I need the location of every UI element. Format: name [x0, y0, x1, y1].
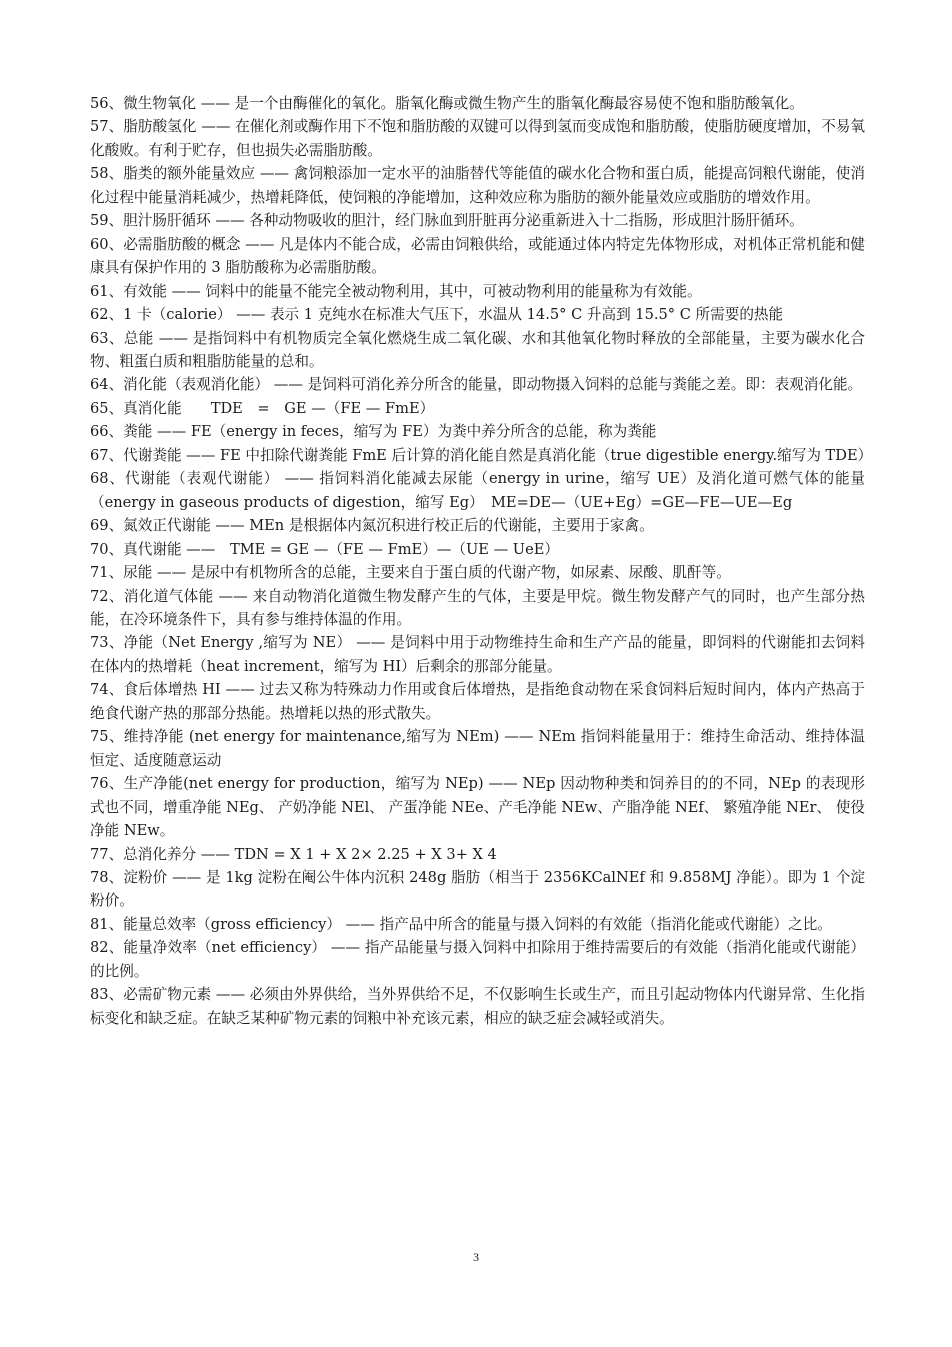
paragraph-74: 74、食后体增热 HI —— 过去又称为特殊动力作用或食后体增热，是指绝食动物在采食饲料后短时间内，体内产热高于绝食代谢产热的那部分热能。热增耗以热的形式散失。 — [90, 681, 865, 722]
paragraph-78: 78、淀粉价 —— 是 1kg 淀粉在阉公牛体内沉积 248g 脂肪（相当于 2356KCalNEf 和 9.858MJ 净能）。即为 1 个淀粉价。 — [90, 868, 865, 910]
paragraph-71: 71、尿能 —— 是尿中有机物所含的总能，主要来自于蛋白质的代谢产物，如尿素、尿酸、肌酐等。 — [90, 564, 731, 582]
paragraph-77: 77、总消化养分 —— TDN = X 1 + X 2× 2.25 + X 3+ X 4 — [90, 845, 497, 863]
paragraph-73: 73、净能（Net Energy ,缩写为 NE） —— 是饲料中用于动物维持生命和生产产品的能量，即饲料的代谢能扣去饲料在体内的热增耗（heat increment，缩写为 HI）后剩余的那部分能量。 — [90, 634, 865, 675]
paragraph-59: 59、胆汁肠肝循环 —— 各种动物吸收的胆汁，经门脉血到肝脏再分泌重新进入十二指肠，形成胆汁肠肝循环。 — [90, 212, 804, 230]
paragraph-58: 58、脂类的额外能量效应 —— 禽饲粮添加一定水平的油脂替代等能值的碳水化合物和蛋白质，能提高饲粮代谢能，使消化过程中能量消耗减少，热增耗降低，使饲粮的净能增加，这种效应称为脂肪的额外能量效应或脂肪的增效作用。 — [90, 165, 865, 206]
paragraph-81: 81、能量总效率（gross efficiency） —— 指产品中所含的能量与摄入饲料的有效能（指消化能或代谢能）之比。 — [90, 915, 832, 933]
page-number: 3 — [473, 1250, 479, 1264]
paragraph-63: 63、总能 —— 是指饲料中有机物质完全氧化燃烧生成二氧化碳、水和其他氧化物时释放的全部能量，主要为碳水化合物、粗蛋白质和粗脂肪能量的总和。 — [90, 329, 865, 370]
paragraph-62: 62、1 卡（calorie） —— 表示 1 克纯水在标准大气压下，水温从 14.5° C 升高到 15.5° C 所需要的热能 — [90, 306, 784, 324]
paragraph-70: 70、真代谢能 —— TME = GE —（FE — FmE）—（UE — UeE） — [90, 540, 559, 558]
page-body — [90, 92, 873, 1030]
paragraph-64: 64、消化能（表观消化能） —— 是饲料可消化养分所含的能量，即动物摄入饲料的总能与粪能之差。即：表观消化能。 — [90, 376, 863, 394]
paragraph-82: 82、能量净效率（net efficiency） —— 指产品能量与摄入饲料中扣除用于维持需要后的有效能（指消化能或代谢能）的比例。 — [90, 939, 865, 980]
paragraph-69: 69、氮效正代谢能 —— MEn 是根据体内氮沉积进行校正后的代谢能，主要用于家禽。 — [90, 517, 654, 535]
paragraph-75: 75、维持净能 (net energy for maintenance,缩写为 NEm) —— NEm 指饲料能量用于：维持生命活动、维持体温恒定、适度随意运动 — [90, 728, 865, 769]
paragraph-67: 67、代谢粪能 —— FE 中扣除代谢粪能 FmE 后计算的消化能自然是真消化能（true digestible energy.缩写为 TDE） — [90, 446, 873, 464]
paragraph-83: 83、必需矿物元素 —— 必须由外界供给，当外界供给不足，不仅影响生长或生产，而且引起动物体内代谢异常、生化指标变化和缺乏症。在缺乏某种矿物元素的饲粮中补充该元素，相应的缺乏症会减轻或消失。 — [90, 986, 865, 1027]
paragraph-57: 57、脂肪酸氢化 —— 在催化剂或酶作用下不饱和脂肪酸的双键可以得到氢而变成饱和脂肪酸，使脂肪硬度增加，不易氧化酸败。有利于贮存，但也损失必需脂肪酸。 — [90, 118, 865, 159]
paragraph-66: 66、粪能 —— FE（energy in feces，缩写为 FE）为粪中养分所含的总能，称为粪能 — [90, 423, 657, 441]
paragraph-72: 72、消化道气体能 —— 来自动物消化道微生物发酵产生的气体，主要是甲烷。微生物发酵产气的同时，也产生部分热能，在冷环境条件下，具有参与维持体温的作用。 — [90, 587, 865, 628]
paragraph-65: 65、真消化能 TDE = GE —（FE — FmE） — [90, 399, 435, 417]
paragraph-76: 76、生产净能(net energy for production，缩写为 NEp) —— NEp 因动物种类和饲养目的的不同，NEp 的表现形式也不同，增重净能 NEg、 产奶净能 NEl、 产蛋净能 NEe、产毛净能 NEw、产脂净能 NEf、 繁殖净能 NEr、 使役净能 NEw。 — [90, 775, 865, 840]
paragraph-60: 60、必需脂肪酸的概念 —— 凡是体内不能合成，必需由饲粮供给，或能通过体内特定先体物形成，对机体正常机能和健康具有保护作用的 3 脂肪酸称为必需脂肪酸。 — [90, 235, 865, 277]
paragraph-61: 61、有效能 —— 饲料中的能量不能完全被动物利用，其中，可被动物利用的能量称为有效能。 — [90, 282, 702, 300]
paragraph-68: 68、代谢能（表观代谢能） —— 指饲料消化能减去尿能（energy in urine，缩写 UE）及消化道可燃气体的能量（energy in gaseous products of digestion，缩写 Eg） ME=DE—（UE+Eg）=GE—FE—UE—Eg — [90, 470, 865, 511]
paragraph-56: 56、微生物氧化 —— 是一个由酶催化的氧化。脂氧化酶或微生物产生的脂氧化酶最容易使不饱和脂肪酸氧化。 — [90, 95, 804, 112]
